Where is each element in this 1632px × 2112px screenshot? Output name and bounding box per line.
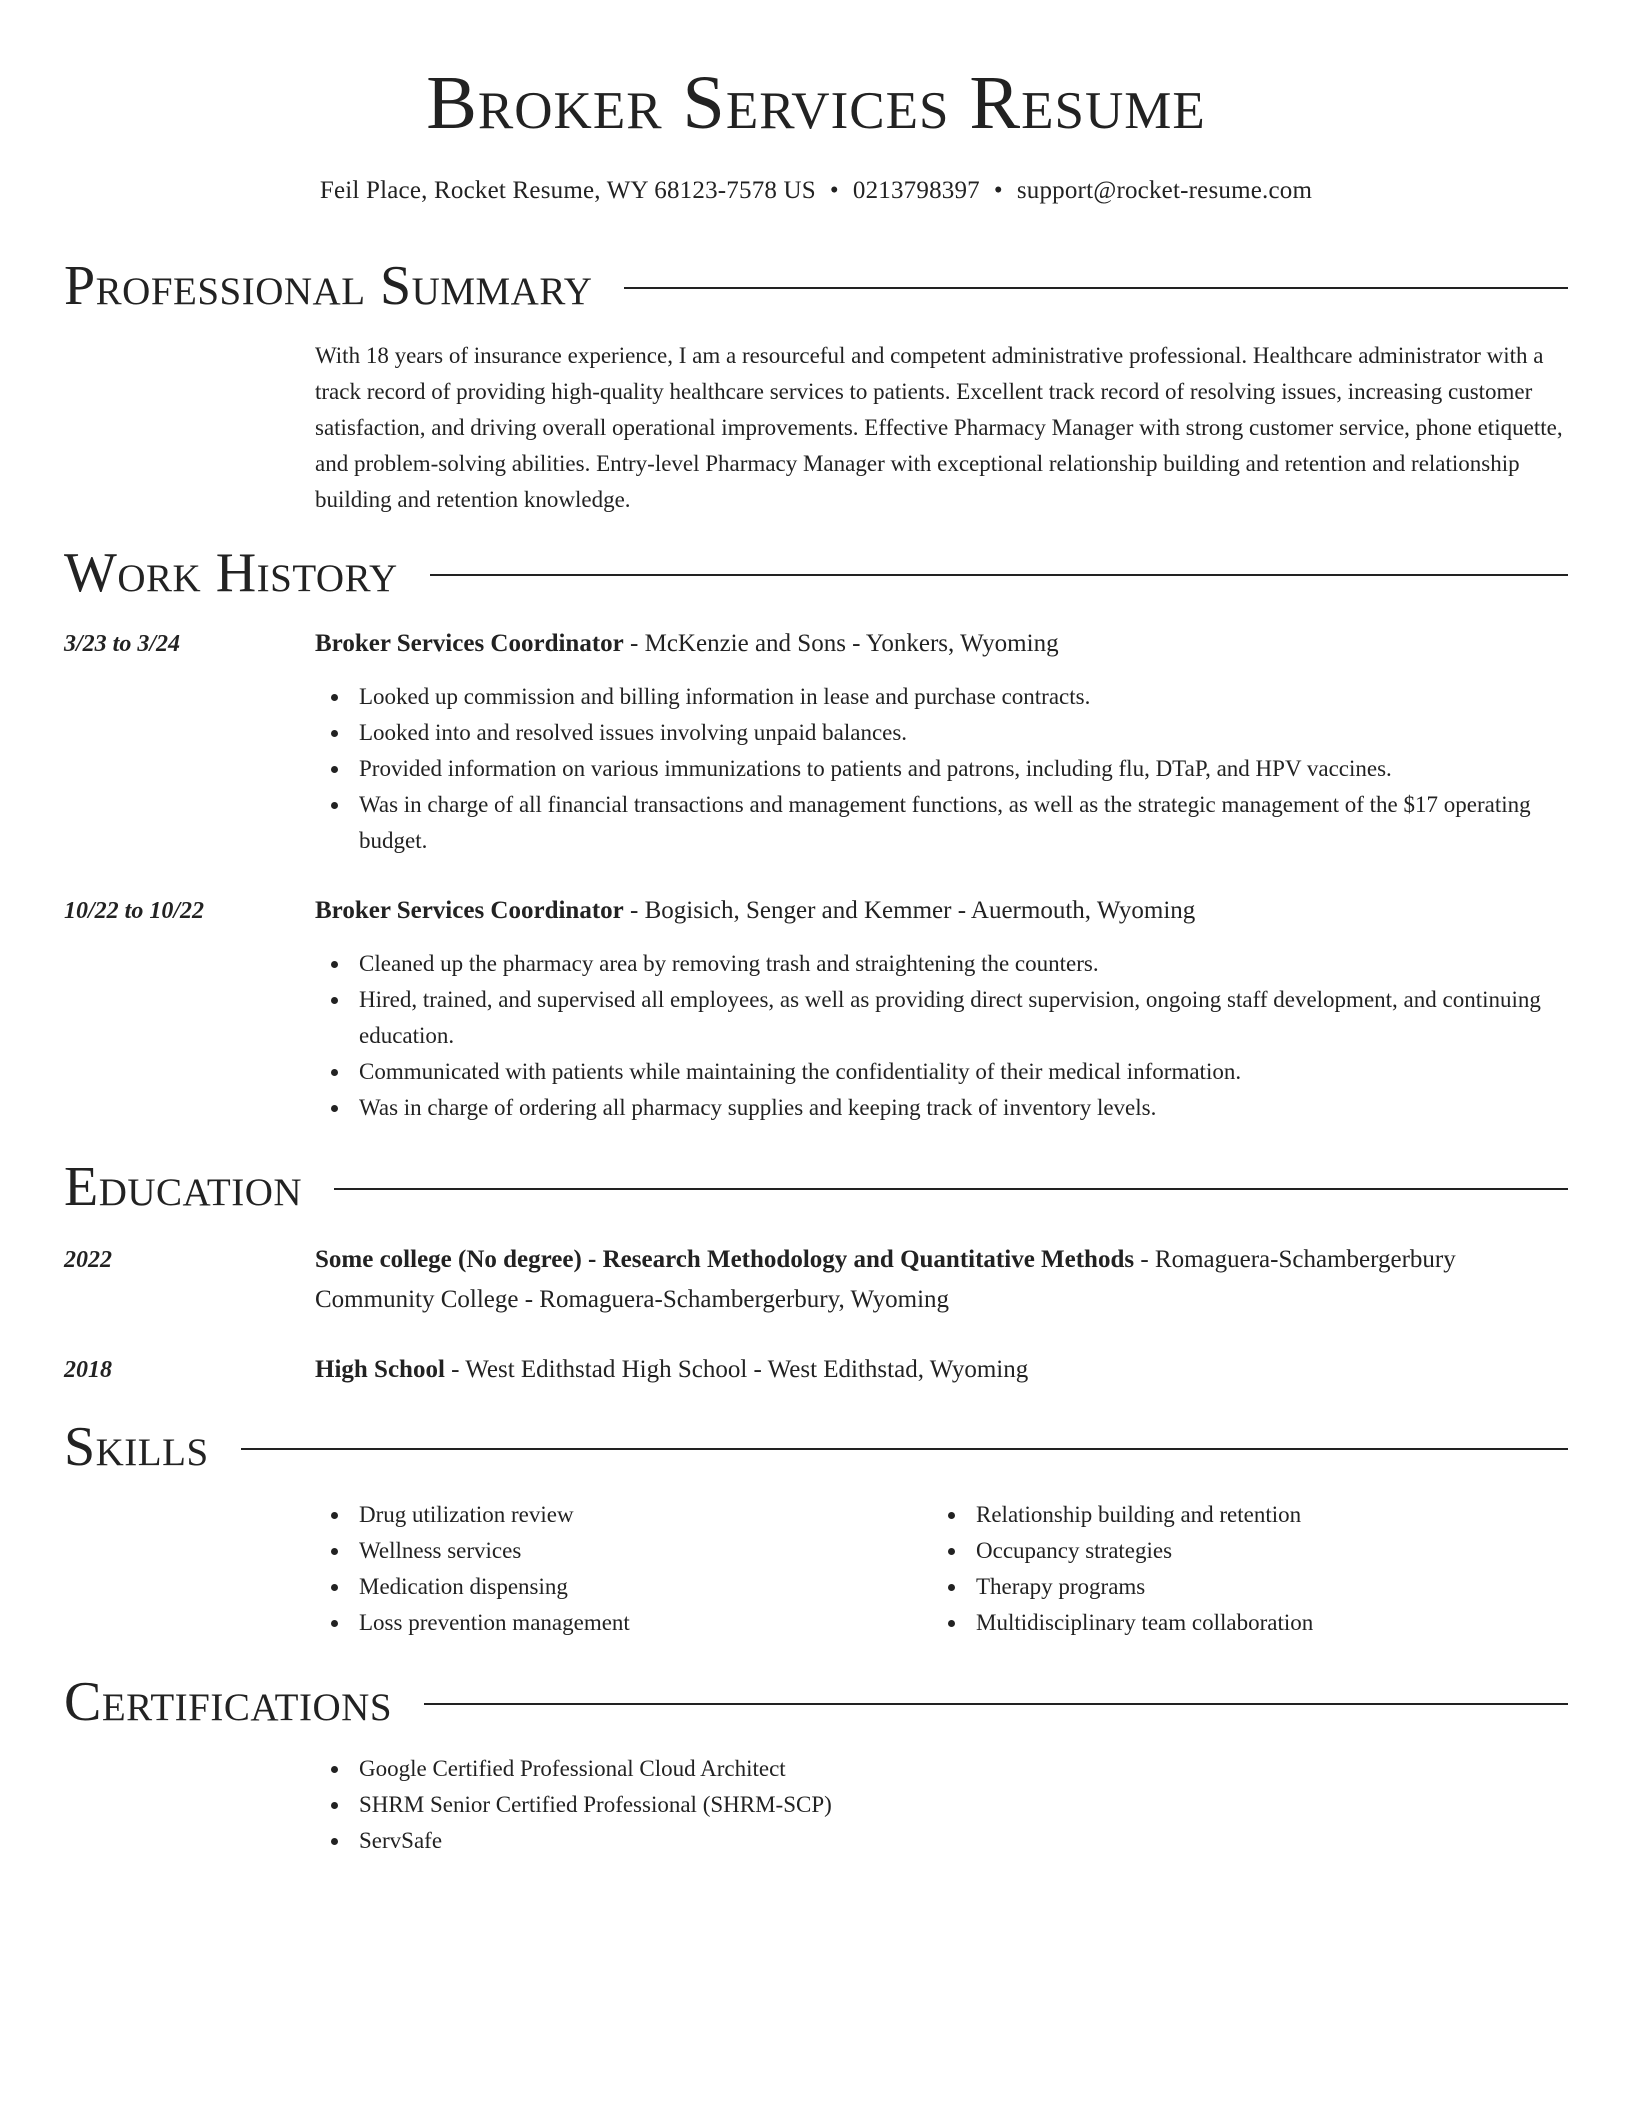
list-item: Hired, trained, and supervised all employees, as well as providing direct supervision, ongoing staff development, and continuing education. [359,982,1568,1054]
list-item: Provided information on various immunizations to patients and patrons, including flu, DTaP, and HPV vaccines. [359,751,1568,787]
contact-line [0,174,1632,208]
section-title-education: Education [64,1156,303,1218]
contact-separator: • [829,177,839,204]
section-title-work: Work History [64,542,398,604]
education-year: 2022 [64,1247,112,1273]
job-dates: 10/22 to 10/22 [64,898,205,924]
education-year: 2018 [64,1357,112,1383]
list-item: Was in charge of ordering all pharmacy supplies and keeping track of inventory levels. [359,1090,1568,1126]
summary-text: With 18 years of insurance experience, I am a resourceful and competent administrative professional. Healthcare administrator with a track record of providing high-quality healthcare services to patients. Excellent track record of resolving issues, increasing customer satisfaction, and driving overall operational improvements. Effective Pharmacy Manager with strong customer service, phone etiquette, and problem-solving abilities. Entry-level Pharmacy Manager with exceptional relationship building and retention and relationship building and retention knowledge. [315,343,1563,512]
section-header-certifications [64,1672,1568,1732]
certification-item: SHRM Senior Certified Professional (SHRM-SCP) [359,1787,1568,1823]
list-item: Was in charge of all financial transactions and management functions, as well as the strategic management of the $17 operating budget. [359,787,1568,859]
section-divider [430,574,1568,576]
skill-item: Multidisciplinary team collaboration [976,1605,1568,1641]
contact-phone: 0213798397 [852,177,980,204]
section-divider [624,287,1568,289]
skill-item: Relationship building and retention [976,1497,1568,1533]
education-degree: Some college (No degree) - Research Methodology and Quantitative Methods [315,1246,1135,1273]
section-title-skills: Skills [64,1416,209,1478]
skill-item: Medication dispensing [359,1569,915,1605]
section-header-work [64,543,1568,603]
list-item: Looked into and resolved issues involving unpaid balances. [359,715,1568,751]
section-divider [241,1448,1568,1450]
skill-item: Therapy programs [976,1569,1568,1605]
education-details: - Romaguera-Schambergerbury Community College - Romaguera-Schambergerbury, Wyoming [315,1246,1456,1313]
skill-item: Drug utilization review [359,1497,915,1533]
contact-email: support@rocket-resume.com [1016,177,1313,204]
certifications-list [315,1751,1568,1859]
skill-item: Occupancy strategies [976,1533,1568,1569]
job-details: - Bogisich, Senger and Kemmer - Auermouth, Wyoming [623,897,1196,924]
list-item: Looked up commission and billing information in lease and purchase contracts. [359,679,1568,715]
job-details: - McKenzie and Sons - Yonkers, Wyoming [623,630,1059,657]
resume-title: Broker Services Resume [426,61,1206,145]
skills-list-right [932,1497,1568,1641]
list-item: Cleaned up the pharmacy area by removing trash and straightening the counters. [359,946,1568,982]
job-dates: 3/23 to 3/24 [64,631,181,657]
job-bullets [315,679,1568,859]
section-header-education [64,1157,1568,1217]
job-bullets [315,946,1568,1126]
section-header-summary [64,256,1568,316]
section-divider [334,1188,1568,1190]
certification-item: ServSafe [359,1823,1568,1859]
contact-address: Feil Place, Rocket Resume, WY 68123-7578 US [319,177,816,204]
section-divider [424,1703,1568,1705]
section-title-certifications: Certifications [64,1671,393,1733]
section-header-skills [64,1417,1568,1477]
job-heading [315,891,1568,931]
job-title: Broker Services Coordinator [315,897,624,924]
education-details: - West Edithstad High School - West Edithstad, Wyoming [444,1356,1029,1383]
section-title-summary: Professional Summary [64,255,593,317]
skills-list-left [315,1497,915,1641]
education-heading [315,1240,1568,1320]
contact-separator: • [993,177,1003,204]
education-degree: High School [315,1356,445,1383]
job-heading [315,624,1568,664]
education-heading [315,1350,1568,1390]
skill-item: Wellness services [359,1533,915,1569]
certification-item: Google Certified Professional Cloud Architect [359,1751,1568,1787]
skill-item: Loss prevention management [359,1605,915,1641]
list-item: Communicated with patients while maintaining the confidentiality of their medical information. [359,1054,1568,1090]
job-title: Broker Services Coordinator [315,630,624,657]
